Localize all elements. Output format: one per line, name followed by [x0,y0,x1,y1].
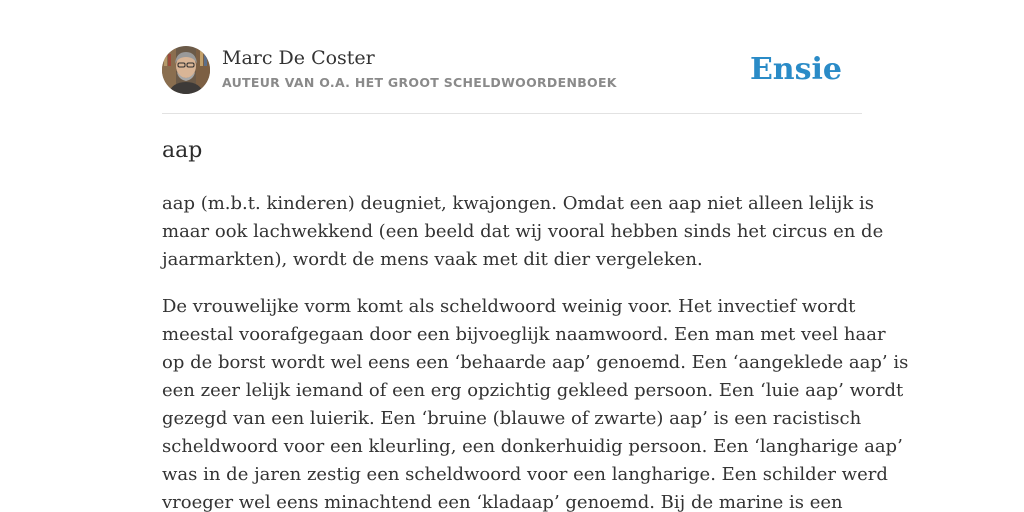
author-subtitle: AUTEUR VAN O.A. HET GROOT SCHELDWOORDENBOEK [222,75,617,90]
author-header [162,46,862,96]
entry-paragraph-1 [162,190,884,274]
entry-title: aap [162,138,203,163]
text-line: was in de jaren zestig een scheldwoord voor een langharige. Een schilder werd [162,464,888,485]
text-line: meestal voorafgegaan door een bijvoeglijk naamwoord. Een man met veel haar [162,324,886,345]
text-line: gezegd van een luierik. Een ‘bruine (blauwe of zwarte) aap’ is een racistisch [162,408,862,429]
avatar-image [162,46,210,94]
header-divider [162,113,862,114]
avatar[interactable] [162,46,210,94]
text-line: jaarmarkten), wordt de mens vaak met dit dier vergeleken. [162,249,703,270]
text-line: vroeger wel eens minachtend een ‘kladaap’ genoemd. Bij de marine is een [162,492,843,512]
text-line: maar ook lachwekkend (een beeld dat wij vooral hebben sinds het circus en de [162,221,884,242]
text-line: op de borst wordt wel eens een ‘behaarde aap’ genoemd. Een ‘aangeklede aap’ is [162,352,909,373]
author-name[interactable]: Marc De Coster [222,47,375,69]
text-line: een zeer lelijk iemand of een erg opzichtig gekleed persoon. Een ‘luie aap’ wordt [162,380,904,401]
text-line: De vrouwelijke vorm komt als scheldwoord weinig voor. Het invectief wordt [162,296,856,317]
ensie-logo[interactable]: Ensie [749,52,842,87]
entry-paragraph-2 [162,293,909,512]
text-line: scheldwoord voor een kleurling, een donkerhuidig persoon. Een ‘langharige aap’ [162,436,903,457]
text-line: aap (m.b.t. kinderen) deugniet, kwajongen. Omdat een aap niet alleen lelijk is [162,193,875,214]
